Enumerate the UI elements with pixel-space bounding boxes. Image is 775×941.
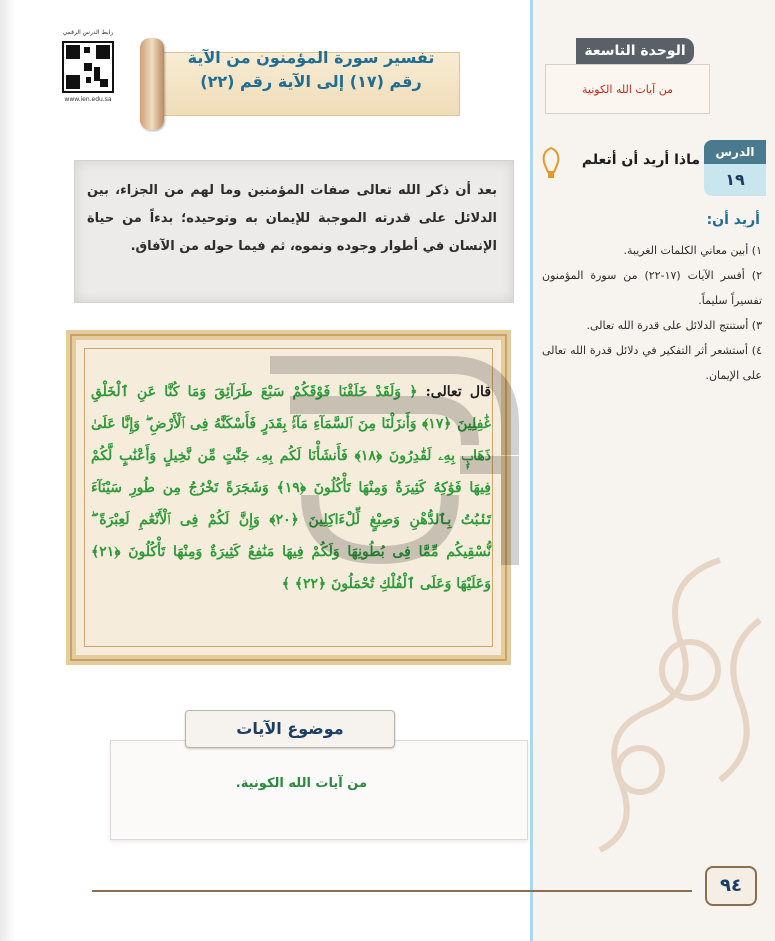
objectives-list bbox=[542, 238, 762, 388]
lesson-title-line2: رقم (١٧) إلى الآية رقم (٢٢) bbox=[200, 72, 422, 91]
quran-frame bbox=[66, 330, 511, 665]
topic-text: من آيات الله الكونية. bbox=[235, 776, 367, 791]
objective-item: ٤) أستشعر أثر التفكير في دلائل قدرة الله تعالى على الإيمان. bbox=[542, 344, 762, 382]
objective-item: ٢) أفسر الآيات (١٧-٢٢) من سورة المؤمنون تفسيراً سليماً. bbox=[542, 269, 762, 307]
unit-topic-box bbox=[545, 64, 710, 114]
qr-caption: رابط الدرس الرقمي bbox=[62, 29, 114, 36]
topic-label-box bbox=[185, 710, 395, 748]
footer-line bbox=[92, 890, 692, 892]
lesson-title-scroll bbox=[140, 38, 460, 130]
objectives-heading: أريد أن: bbox=[706, 212, 760, 228]
lesson-number: ١٩ bbox=[704, 164, 766, 196]
qr-code-block[interactable] bbox=[52, 28, 124, 123]
intro-text: بعد أن ذكر الله تعالى صفات المؤمنين وما لهم من الجزاء، بين الدلائل على قدرته الموجبة للإيمان به وتوحيده؛ بدءاً من حياة الإنسان في أطوار وجوده ونموه، ثم فيما حوله من الآفاق. bbox=[87, 183, 497, 254]
unit-topic: من آيات الله الكونية bbox=[582, 83, 673, 96]
topic-paper bbox=[110, 740, 528, 840]
qr-url: www.ien.edu.sa bbox=[64, 96, 112, 103]
quran-verses-block bbox=[91, 376, 491, 600]
lesson-title-line1: تفسير سورة المؤمنون من الآية bbox=[187, 48, 435, 67]
topic-label: موضوع الآيات bbox=[236, 719, 344, 738]
page-edge bbox=[0, 0, 16, 941]
scroll-rod-icon bbox=[140, 38, 164, 130]
objective-item: ١) أبين معاني الكلمات الغريبة. bbox=[623, 244, 762, 257]
intro-box bbox=[74, 160, 514, 303]
unit-badge: الوحدة التاسعة bbox=[576, 38, 694, 64]
lesson-tab bbox=[704, 140, 766, 196]
lightbulb-icon bbox=[540, 146, 562, 180]
arabesque-ornament-icon bbox=[540, 540, 775, 860]
qr-code-icon[interactable] bbox=[62, 41, 114, 93]
lesson-label: الدرس bbox=[704, 140, 766, 164]
quran-verses: ﴿ وَلَقَدْ خَلَقْنَا فَوْقَكُمْ سَبْعَ طَرَآئِقَ وَمَا كُنَّا عَنِ ٱلْخَلْقِ غَٰفِلِينَ ﴿١٧﴾ وَأَنزَلْنَا مِنَ ٱلسَّمَآءِ مَآءًۢ بِقَدَرٍ فَأَسْكَنَّٰهُ فِى ٱلْأَرْضِ ۖ وَإِنَّا عَلَىٰ ذَهَابٍۭ بِهِۦ لَقَٰدِرُونَ ﴿١٨﴾ فَأَنشَأْنَا لَكُم بِهِۦ جَنَّٰتٍ مِّن نَّخِيلٍ وَأَعْنَٰبٍ لَّكُمْ فِيهَا فَوَٰكِهُ كَثِيرَةٌ وَمِنْهَا تَأْكُلُونَ ﴿١٩﴾ وَشَجَرَةً تَخْرُجُ مِن طُورِ سَيْنَآءَ تَنۢبُتُ بِٱلدُّهْنِ وَصِبْغٍ لِّلْءَاكِلِينَ ﴿٢٠﴾ وَإِنَّ لَكُمْ فِى ٱلْأَنْعَٰمِ لَعِبْرَةً ۖ نُّسْقِيكُم مِّمَّا فِى بُطُونِهَا وَلَكُمْ فِيهَا مَنَٰفِعُ كَثِيرَةٌ وَمِنْهَا تَأْكُلُونَ ﴿٢١﴾ وَعَلَيْهَا وَعَلَى ٱلْفُلْكِ تُحْمَلُونَ ﴿٢٢﴾ ﴾ bbox=[91, 384, 492, 592]
quran-lead: قال تعالى: bbox=[425, 384, 492, 400]
page-number: ٩٤ bbox=[705, 866, 757, 906]
lesson-title bbox=[176, 46, 446, 94]
learning-heading: ماذا أريد أن أتعلم bbox=[581, 152, 700, 168]
objective-item: ٣) أستنتج الدلائل على قدرة الله تعالى. bbox=[586, 319, 762, 332]
